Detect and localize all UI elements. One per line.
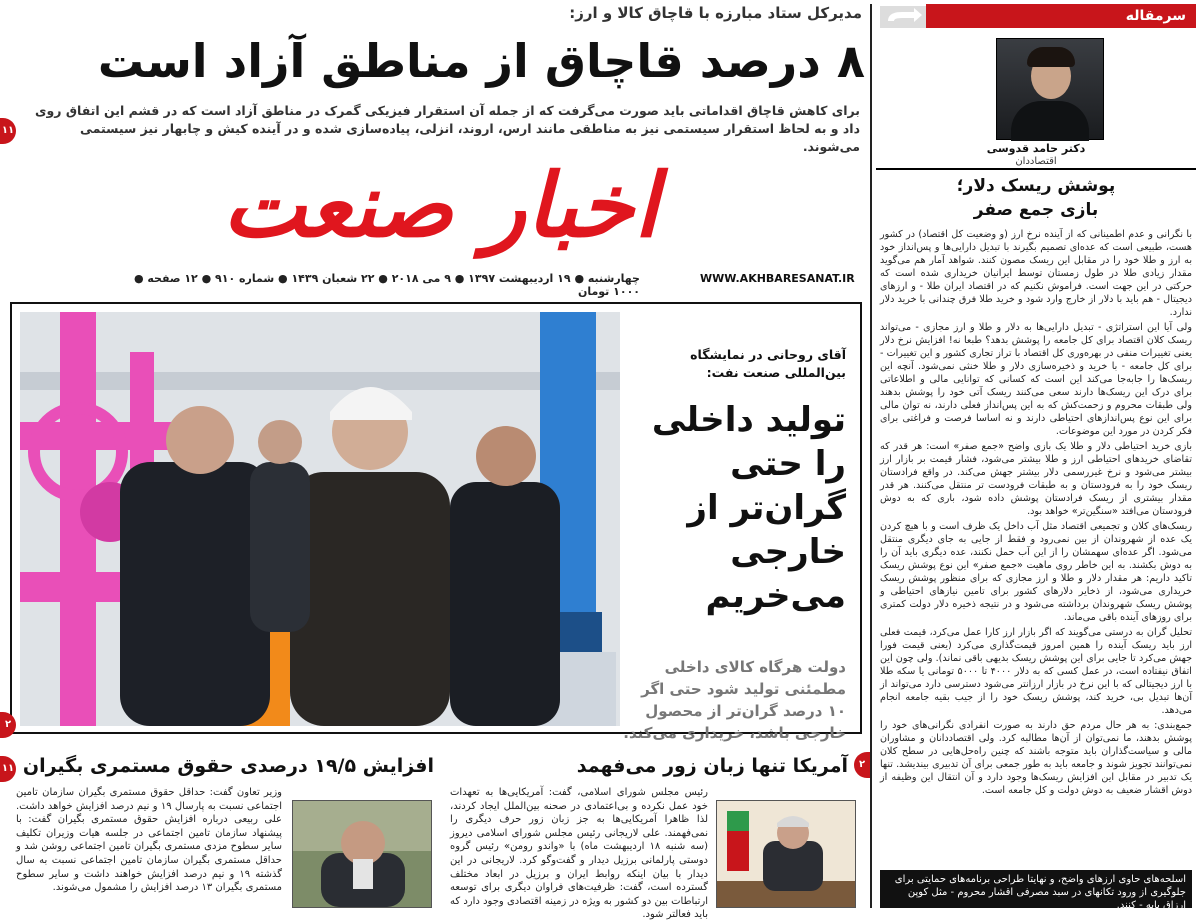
- story-pension-body: وزیر تعاون گفت: حداقل حقوق مستمری بگیران سازمان تامین اجتماعی نسبت به پارسال ۱۹ و نیم درصد افزایش خواهد داشت. علی ربیعی درباره افزایش حقوق مستمری بگیران گفت: با پیشنهاد سازمان تامین اجتماعی در جلسه هیات وزیران تکلیف سایر سطوح مزدی مستمری بگیران تامین اجتماعی روشن شد و حداقل مستمری بگیران سازمان تامین اجتماعی نسبت به سال گذشته ۱۹ و نیم درصد افزایش خواهند داشت و سایر سطوح مستمری بگیران ۱۳ درصد افزایش را مشمول می‌شوند.: [16, 787, 282, 894]
- editorial-title-line: پوشش ریسک دلار؛: [956, 176, 1116, 196]
- feature-story: [10, 302, 862, 742]
- top-story-lead: برای کاهش قاچاق اقداماتی باید صورت می‌گرفت که از جمله آن استقرار فیزیکی گمرک در مناطق آزاد است که در قشم این اتفاق روی داد و به لحاظ استقرار سیستمی نیز به مناطقی مانند ارس، اروند، انزلی، پیاده‌سازی شده و در آینده کیش و چابهار نیز سیستمی می‌شوند.: [35, 103, 860, 154]
- dateline: چهارشنبه ● ۱۹ اردیبهشت ۱۳۹۷ ● ۹ می ۲۰۱۸ ● ۲۲ شعبان ۱۴۳۹ ● شماره ۹۱۰ ● ۱۲ صفحه ● ۱۰۰۰ تومان: [133, 272, 640, 298]
- paragraph: بازی خرید احتیاطی دلار و طلا یک بازی واضح «جمع صفر» است: هر قدر که تقاضای خریدهای احتیاطی ارز و طلا بیشتر می‌شود، فشار قیمت بر بازار ارز بیشتر می‌شود و نرخ غیررسمی دلار بیشتر جهش می‌کند. در واقع فرادستان ریسک خود را به فرودستان و به طبقات فرودست تر منتقل می‌کنند. هر قدر مقدار بیشتری از ریسک فرادستان پوشش داده شود، باری که به دوش فرودستان می‌افتد «سنگین‌تر» خواهد بود.: [880, 441, 1192, 517]
- editorial-title-line: بازی جمع صفر: [973, 200, 1099, 220]
- paragraph: ریسک‌های کلان و تجمیعی اقتصاد مثل آب داخل یک ظرف است و با هیچ کردن یک عده از شهروندان از بین نمی‌رود و فقط از جایی به جای دیگری منتقل می‌شود. اگر عده‌ای سهمشان را از این آب حمل نکنند، عده دیگری باید آن را به دوش بکشند. به این خاطر روی ماهیت «جمع صفر» این نوع پوشش ریسک تاکید داریم: هر مقدار دلار و طلا و ارز مجازی که برای منظور پوشش ریسک خریداری می‌شود، از ذخایر دلارهای کشور برای تامین نیازهای احتیاطی و پوشش ریسک شهروندان برداشته می‌شود و در نتیجه ذخیره دلار دولت کمتری برای روزهای آینده باقی می‌ماند.: [880, 521, 1192, 623]
- story-pension-photo: [292, 800, 432, 908]
- paragraph: جمع‌بندی: به هر حال مردم حق دارند به صورت انفرادی نگرانی‌های خود را پوشش بدهند، ما نمی‌توان از آن‌ها مطالبه کرد. ولی اقتصاددانان و مشاوران مالی و سیاست‌گذاران باید متوجه باشند که چنین راه‌حل‌هایی در سطح کلان نمی‌توانند تجویز شوند و جامعه باید به طور جمعی برای آن تدبیری بیندیشد. تنها یک تدبیر در مقابل این افزایش ریسک‌ها وجود دارد و آن انتقال این وظیفه از دوش اقشار ضعیف به دوش دولت و کل جامعه است.: [880, 720, 1192, 796]
- author-name: دکتر حامد قدوسی: [986, 142, 1086, 155]
- feature-kicker: آقای روحانی در نمایشگاه بین‌المللی صنعت نفت:: [690, 347, 846, 380]
- feature-subhead: دولت هرگاه کالای داخلی مطمئنی تولید شود حتی اگر ۱۰ درصد گران‌تر از محصول خارجی باشد، خریداری می‌کند.: [623, 658, 846, 742]
- author-photo: [996, 38, 1104, 140]
- editorial-body: [880, 228, 1192, 904]
- page-number-badge[interactable]: ۱۱: [0, 118, 16, 144]
- story-pension-headline[interactable]: افزایش ۱۹/۵ درصدی حقوق مستمری بگیران: [22, 755, 434, 777]
- editorial-column: [874, 4, 1196, 911]
- section-label: سرمقاله: [926, 4, 1196, 28]
- top-story-headline[interactable]: ۸ درصد قاچاق از مناطق آزاد است: [97, 34, 865, 88]
- feature-headline[interactable]: تولید داخلی را حتی گران‌تر از خارجی می‌خریم: [651, 400, 846, 616]
- editorial-title: [876, 174, 1196, 222]
- page-number-badge[interactable]: ۲: [0, 712, 16, 738]
- paragraph: با نگرانی و عدم اطمینانی که از آینده نرخ ارز (و وضعیت کل اقتصاد) در کشور هست، طبیعی است که عده‌ای تصمیم بگیرند با تبدیل دارایی‌ها و پس‌انداز خود به ارز و طلا خود را در مقابل این ریسک مصون کنند. شواهد آمار هم می‌گوید مقدار زیادی طلا در طول زمستان توسط ایرانیان خریداری شده است که حرکتی در این جهت است. فراموش نکنیم که در اقتصاد ایران طلا - و ارزهای دیجیتال - هم باید با دلار از خارج وارد شود و خرید طلا فرق چندانی با خرید دلار ندارد.: [880, 229, 1192, 318]
- feature-photo: [20, 312, 620, 726]
- story-us-headline[interactable]: آمریکا تنها زبان زور می‌فهمد: [576, 755, 848, 777]
- author-role: اقتصاددان: [1015, 156, 1057, 167]
- top-story-kicker: مدیرکل ستاد مبارزه با قاچاق کالا و ارز:: [569, 4, 862, 22]
- exhibition-scene: [20, 312, 620, 726]
- arrow-right-icon: [880, 6, 926, 28]
- editorial-footer: اسلحه‌های حاوی ارزهای واضح، و نهایتا طراحی برنامه‌های حمایتی برای جلوگیری از ورود تکانهای در سبد مصرفی اقشار محروم - مثل کوپن ارزاق پایه - کنند.: [880, 870, 1192, 908]
- divider: [876, 168, 1196, 170]
- paragraph: تحلیل گران به درستی می‌گویند که اگر بازار ارز کارا عمل می‌کرد، قیمت فعلی ارز باید ریسک آینده را همین امروز قیمت‌گذاری می‌کرد (یعنی قیمت فورا جهش می‌کرد تا جایی برای این پوشش ریسک بدیهی باقی نماند). ولی چون این اتفاق نیفتاده است، در عمل کسی که به دلار ۴۰۰۰ تا ۵۰۰۰ تومانی یا سکه طلا با ارز دیجیتالی که با این نرخ در بازار ارزانتر می‌شود دسترسی دارد می‌تواند از آن‌ها تبدیل بی، خرید کند، پوشش ریسک خود را از جیب بقیه جامعه انجام می‌دهد.: [880, 627, 1192, 716]
- masthead: [18, 150, 863, 268]
- masthead-logo: اخبار صنعت: [222, 154, 659, 257]
- paragraph: ولی آیا این استراتژی - تبدیل دارایی‌ها به دلار و طلا و ارز مجازی - می‌تواند ریسک کلان اقتصاد برای کل جامعه را پوشش بدهد؟ طبعا نه! افزایش نرخ دلار یعنی تغییرات منفی در بهره‌وری کل اقتصاد با تراز تجاری کشور و این تغییرات - برای کل جامعه - با خرید و ذخیره‌سازی دلار و طلا خنثی نمی‌شود. آنچه این ریسک‌ها را جابه‌جا می‌کند این است که کسانی که توانایی مالی و اطلاعاتی برای درک این ریسک‌ها دارند سعی می‌کنند ریسک آتی خود را پوشش بدهند ولی طبقات محروم و زحمت‌کش که به این پس‌انداز فعلی دارند، نه توان مالی برای این نوع پس‌اندازهای احتیاطی دارند و نه اساسا فرصت و فراغتی برای فکر کردن در مورد این موضوعات.: [880, 322, 1192, 437]
- website-link[interactable]: WWW.AKHBARESANAT.IR: [700, 272, 855, 285]
- page-number-badge[interactable]: ۲: [854, 752, 870, 778]
- story-us-body: رئیس مجلس شورای اسلامی، گفت: آمریکایی‌ها به تعهدات خود عمل نکرده و بی‌اعتمادی در صحنه بین‌الملل ایجاد کردند، لذا ظاهرا آمریکایی‌ها به جز زبان زور حرف دیگری را نمی‌فهمند. علی لاریجانی رئیس مجلس شورای اسلامی دیروز (سه شنبه ۱۸ اردیبهشت ماه) با «واندو رومن» رئیس گروه دوستی پارلمانی برزیل دیدار و گفت‌وگو کرد. لاریجانی در این دیدار با بیان اینکه روابط ایران و برزیل در ابعاد مختلف گسترده است، گفت: ظرفیت‌های فراوان دیگری برای توسعه ارتباطات بین دو کشور به ویژه در زمینه اقتصادی وجود دارد که باید فعالتر شود.: [450, 787, 708, 921]
- column-divider: [870, 4, 872, 908]
- story-us-photo: [716, 800, 856, 908]
- page-number-badge[interactable]: ۱۱: [0, 756, 16, 782]
